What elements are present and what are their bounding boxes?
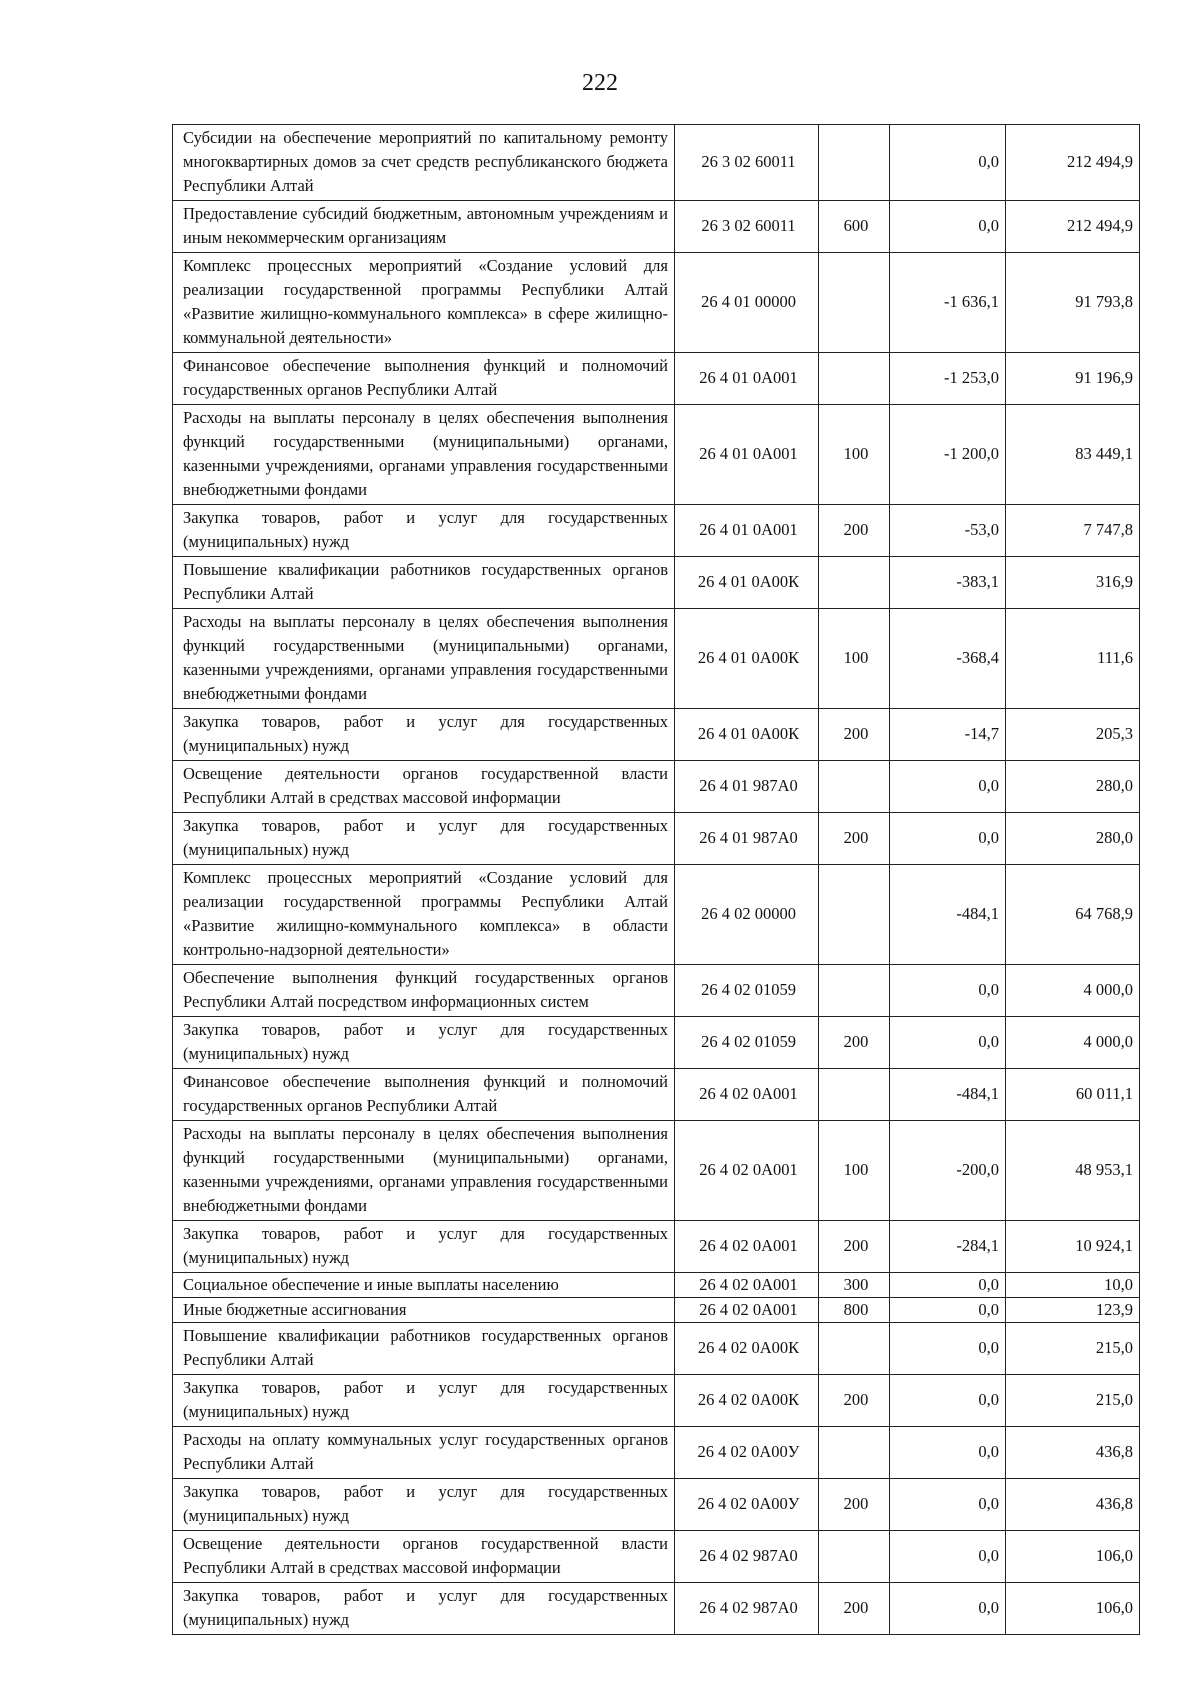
table-row bbox=[173, 557, 1140, 609]
row-name-cell: Расходы на оплату коммунальных услуг государственных органов Республики Алтай bbox=[173, 1427, 675, 1479]
row-name-cell: Освещение деятельности органов государственной власти Республики Алтай в средствах массовой информации bbox=[173, 1531, 675, 1583]
table-row bbox=[173, 1017, 1140, 1069]
row-expense-type-cell bbox=[819, 865, 890, 965]
row-change-amount-cell: 0,0 bbox=[890, 1298, 1006, 1323]
row-code-cell: 26 4 01 0А00К bbox=[675, 709, 819, 761]
row-expense-type-cell bbox=[819, 965, 890, 1017]
row-expense-type-cell: 200 bbox=[819, 505, 890, 557]
row-code-cell: 26 4 02 0А001 bbox=[675, 1221, 819, 1273]
row-name-cell: Иные бюджетные ассигнования bbox=[173, 1298, 675, 1323]
row-change-amount-cell: -484,1 bbox=[890, 1069, 1006, 1121]
row-expense-type-cell bbox=[819, 761, 890, 813]
row-code-cell: 26 4 02 01059 bbox=[675, 1017, 819, 1069]
table-row bbox=[173, 405, 1140, 505]
row-expense-type-cell: 200 bbox=[819, 1375, 890, 1427]
row-name-cell: Закупка товаров, работ и услуг для государственных (муниципальных) нужд bbox=[173, 1017, 675, 1069]
row-name-cell: Комплекс процессных мероприятий «Создание условий для реализации государственной программы Республики Алтай «Развитие жилищно-коммунального комплекса» в области контрольно-надзорной деятельности» bbox=[173, 865, 675, 965]
table-row bbox=[173, 253, 1140, 353]
row-code-cell: 26 4 01 0А001 bbox=[675, 353, 819, 405]
row-code-cell: 26 4 01 987А0 bbox=[675, 813, 819, 865]
row-name-cell: Освещение деятельности органов государственной власти Республики Алтай в средствах массовой информации bbox=[173, 761, 675, 813]
row-code-cell: 26 4 02 987А0 bbox=[675, 1583, 819, 1635]
row-name-cell: Субсидии на обеспечение мероприятий по капитальному ремонту многоквартирных домов за счет средств республиканского бюджета Республики Алтай bbox=[173, 125, 675, 201]
row-name-cell: Повышение квалификации работников государственных органов Республики Алтай bbox=[173, 557, 675, 609]
row-total-amount-cell: 212 494,9 bbox=[1006, 201, 1140, 253]
table-row bbox=[173, 761, 1140, 813]
row-code-cell: 26 3 02 60011 bbox=[675, 201, 819, 253]
row-total-amount-cell: 436,8 bbox=[1006, 1479, 1140, 1531]
row-expense-type-cell: 200 bbox=[819, 1017, 890, 1069]
table-row bbox=[173, 201, 1140, 253]
row-expense-type-cell: 600 bbox=[819, 201, 890, 253]
row-change-amount-cell: 0,0 bbox=[890, 1323, 1006, 1375]
row-name-cell: Закупка товаров, работ и услуг для государственных (муниципальных) нужд bbox=[173, 1583, 675, 1635]
table-row bbox=[173, 1121, 1140, 1221]
row-code-cell: 26 4 01 987А0 bbox=[675, 761, 819, 813]
row-total-amount-cell: 212 494,9 bbox=[1006, 125, 1140, 201]
row-total-amount-cell: 106,0 bbox=[1006, 1583, 1140, 1635]
row-expense-type-cell: 100 bbox=[819, 609, 890, 709]
row-expense-type-cell: 200 bbox=[819, 1479, 890, 1531]
table-row bbox=[173, 1479, 1140, 1531]
table-row bbox=[173, 1531, 1140, 1583]
row-expense-type-cell: 200 bbox=[819, 1221, 890, 1273]
row-name-cell: Предоставление субсидий бюджетным, автономным учреждениям и иным некоммерческим организациям bbox=[173, 201, 675, 253]
row-expense-type-cell bbox=[819, 125, 890, 201]
row-total-amount-cell: 91 196,9 bbox=[1006, 353, 1140, 405]
table-row bbox=[173, 353, 1140, 405]
row-total-amount-cell: 83 449,1 bbox=[1006, 405, 1140, 505]
table-row bbox=[173, 125, 1140, 201]
budget-table bbox=[172, 124, 1140, 1635]
table-row bbox=[173, 1427, 1140, 1479]
row-code-cell: 26 4 02 0А00К bbox=[675, 1375, 819, 1427]
row-total-amount-cell: 123,9 bbox=[1006, 1298, 1140, 1323]
row-expense-type-cell: 100 bbox=[819, 405, 890, 505]
table-row bbox=[173, 1298, 1140, 1323]
row-expense-type-cell: 200 bbox=[819, 1583, 890, 1635]
row-total-amount-cell: 280,0 bbox=[1006, 813, 1140, 865]
row-change-amount-cell: -383,1 bbox=[890, 557, 1006, 609]
table-row bbox=[173, 609, 1140, 709]
table-row bbox=[173, 1069, 1140, 1121]
row-expense-type-cell: 100 bbox=[819, 1121, 890, 1221]
table-row bbox=[173, 1221, 1140, 1273]
row-code-cell: 26 4 01 0А00К bbox=[675, 609, 819, 709]
row-change-amount-cell: 0,0 bbox=[890, 1273, 1006, 1298]
table-row bbox=[173, 1375, 1140, 1427]
row-total-amount-cell: 48 953,1 bbox=[1006, 1121, 1140, 1221]
table-row bbox=[173, 1583, 1140, 1635]
row-expense-type-cell: 800 bbox=[819, 1298, 890, 1323]
row-expense-type-cell bbox=[819, 253, 890, 353]
row-change-amount-cell: 0,0 bbox=[890, 761, 1006, 813]
row-change-amount-cell: 0,0 bbox=[890, 1583, 1006, 1635]
row-expense-type-cell: 200 bbox=[819, 813, 890, 865]
row-change-amount-cell: -484,1 bbox=[890, 865, 1006, 965]
row-total-amount-cell: 4 000,0 bbox=[1006, 1017, 1140, 1069]
row-expense-type-cell: 200 bbox=[819, 709, 890, 761]
row-code-cell: 26 4 02 987А0 bbox=[675, 1531, 819, 1583]
row-name-cell: Расходы на выплаты персоналу в целях обеспечения выполнения функций государственными (муниципальными) органами, казенными учреждениями, органами управления государственными внебюджетными фондами bbox=[173, 609, 675, 709]
row-expense-type-cell bbox=[819, 1323, 890, 1375]
row-code-cell: 26 4 02 0А001 bbox=[675, 1273, 819, 1298]
row-change-amount-cell: -1 253,0 bbox=[890, 353, 1006, 405]
row-expense-type-cell bbox=[819, 1427, 890, 1479]
row-total-amount-cell: 215,0 bbox=[1006, 1323, 1140, 1375]
row-total-amount-cell: 10 924,1 bbox=[1006, 1221, 1140, 1273]
row-name-cell: Финансовое обеспечение выполнения функций и полномочий государственных органов Республики Алтай bbox=[173, 353, 675, 405]
budget-table-body bbox=[173, 125, 1140, 1635]
row-name-cell: Закупка товаров, работ и услуг для государственных (муниципальных) нужд bbox=[173, 1375, 675, 1427]
row-name-cell: Обеспечение выполнения функций государственных органов Республики Алтай посредством информационных систем bbox=[173, 965, 675, 1017]
row-change-amount-cell: 0,0 bbox=[890, 201, 1006, 253]
table-row bbox=[173, 709, 1140, 761]
row-change-amount-cell: -200,0 bbox=[890, 1121, 1006, 1221]
row-code-cell: 26 4 02 0А001 bbox=[675, 1069, 819, 1121]
table-row bbox=[173, 1273, 1140, 1298]
row-name-cell: Расходы на выплаты персоналу в целях обеспечения выполнения функций государственными (муниципальными) органами, казенными учреждениями, органами управления государственными внебюджетными фондами bbox=[173, 405, 675, 505]
row-total-amount-cell: 60 011,1 bbox=[1006, 1069, 1140, 1121]
row-total-amount-cell: 91 793,8 bbox=[1006, 253, 1140, 353]
row-name-cell: Финансовое обеспечение выполнения функций и полномочий государственных органов Республики Алтай bbox=[173, 1069, 675, 1121]
row-expense-type-cell bbox=[819, 557, 890, 609]
table-row bbox=[173, 865, 1140, 965]
row-code-cell: 26 4 01 0А001 bbox=[675, 405, 819, 505]
row-expense-type-cell: 300 bbox=[819, 1273, 890, 1298]
row-change-amount-cell: -53,0 bbox=[890, 505, 1006, 557]
row-total-amount-cell: 436,8 bbox=[1006, 1427, 1140, 1479]
row-change-amount-cell: -1 636,1 bbox=[890, 253, 1006, 353]
row-name-cell: Расходы на выплаты персоналу в целях обеспечения выполнения функций государственными (муниципальными) органами, казенными учреждениями, органами управления государственными внебюджетными фондами bbox=[173, 1121, 675, 1221]
page-number: 222 bbox=[582, 70, 618, 96]
row-change-amount-cell: 0,0 bbox=[890, 125, 1006, 201]
row-code-cell: 26 4 02 0А00У bbox=[675, 1427, 819, 1479]
row-code-cell: 26 4 01 0А00К bbox=[675, 557, 819, 609]
row-total-amount-cell: 7 747,8 bbox=[1006, 505, 1140, 557]
row-expense-type-cell bbox=[819, 1069, 890, 1121]
table-row bbox=[173, 505, 1140, 557]
row-change-amount-cell: -284,1 bbox=[890, 1221, 1006, 1273]
table-row bbox=[173, 1323, 1140, 1375]
row-name-cell: Закупка товаров, работ и услуг для государственных (муниципальных) нужд bbox=[173, 709, 675, 761]
row-change-amount-cell: 0,0 bbox=[890, 813, 1006, 865]
row-code-cell: 26 3 02 60011 bbox=[675, 125, 819, 201]
row-change-amount-cell: -1 200,0 bbox=[890, 405, 1006, 505]
row-change-amount-cell: -14,7 bbox=[890, 709, 1006, 761]
row-change-amount-cell: 0,0 bbox=[890, 965, 1006, 1017]
row-total-amount-cell: 280,0 bbox=[1006, 761, 1140, 813]
row-change-amount-cell: 0,0 bbox=[890, 1531, 1006, 1583]
table-row bbox=[173, 965, 1140, 1017]
row-code-cell: 26 4 02 01059 bbox=[675, 965, 819, 1017]
row-name-cell: Социальное обеспечение и иные выплаты населению bbox=[173, 1273, 675, 1298]
row-expense-type-cell bbox=[819, 353, 890, 405]
row-total-amount-cell: 205,3 bbox=[1006, 709, 1140, 761]
row-total-amount-cell: 316,9 bbox=[1006, 557, 1140, 609]
row-change-amount-cell: 0,0 bbox=[890, 1375, 1006, 1427]
row-code-cell: 26 4 02 0А001 bbox=[675, 1298, 819, 1323]
row-total-amount-cell: 111,6 bbox=[1006, 609, 1140, 709]
row-total-amount-cell: 4 000,0 bbox=[1006, 965, 1140, 1017]
row-code-cell: 26 4 01 0А001 bbox=[675, 505, 819, 557]
row-name-cell: Закупка товаров, работ и услуг для государственных (муниципальных) нужд bbox=[173, 1479, 675, 1531]
row-total-amount-cell: 106,0 bbox=[1006, 1531, 1140, 1583]
row-change-amount-cell: -368,4 bbox=[890, 609, 1006, 709]
row-total-amount-cell: 10,0 bbox=[1006, 1273, 1140, 1298]
row-expense-type-cell bbox=[819, 1531, 890, 1583]
row-change-amount-cell: 0,0 bbox=[890, 1479, 1006, 1531]
row-code-cell: 26 4 02 0А001 bbox=[675, 1121, 819, 1221]
row-code-cell: 26 4 02 00000 bbox=[675, 865, 819, 965]
row-code-cell: 26 4 02 0А00К bbox=[675, 1323, 819, 1375]
row-code-cell: 26 4 02 0А00У bbox=[675, 1479, 819, 1531]
row-name-cell: Комплекс процессных мероприятий «Создание условий для реализации государственной программы Республики Алтай «Развитие жилищно-коммунального комплекса» в сфере жилищно-коммунальной деятельности» bbox=[173, 253, 675, 353]
row-name-cell: Закупка товаров, работ и услуг для государственных (муниципальных) нужд bbox=[173, 505, 675, 557]
row-name-cell: Закупка товаров, работ и услуг для государственных (муниципальных) нужд bbox=[173, 1221, 675, 1273]
row-total-amount-cell: 64 768,9 bbox=[1006, 865, 1140, 965]
row-change-amount-cell: 0,0 bbox=[890, 1427, 1006, 1479]
row-name-cell: Повышение квалификации работников государственных органов Республики Алтай bbox=[173, 1323, 675, 1375]
row-change-amount-cell: 0,0 bbox=[890, 1017, 1006, 1069]
table-row bbox=[173, 813, 1140, 865]
row-name-cell: Закупка товаров, работ и услуг для государственных (муниципальных) нужд bbox=[173, 813, 675, 865]
row-code-cell: 26 4 01 00000 bbox=[675, 253, 819, 353]
row-total-amount-cell: 215,0 bbox=[1006, 1375, 1140, 1427]
